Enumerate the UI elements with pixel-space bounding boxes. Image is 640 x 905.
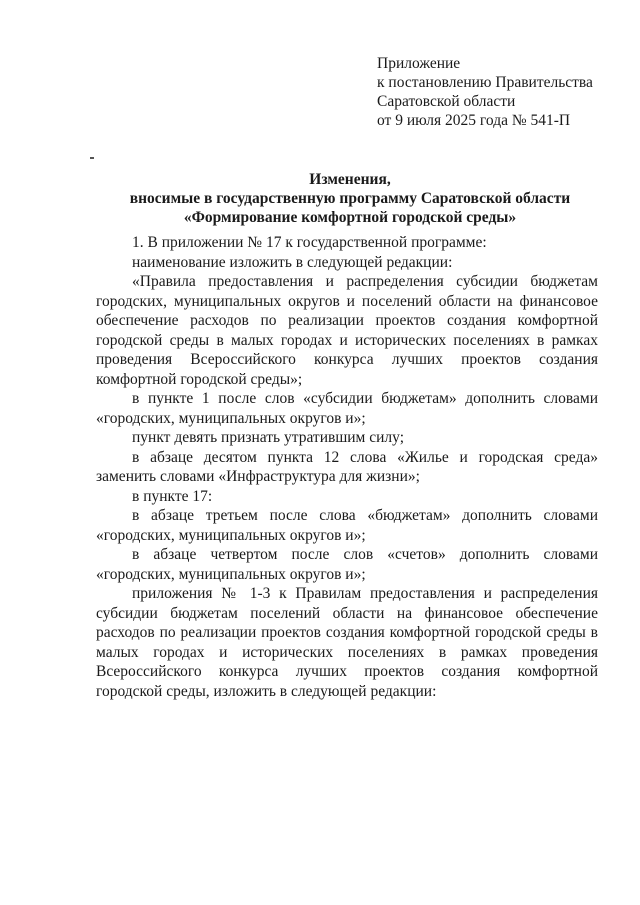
paragraph: в пункте 1 после слов «субсидии бюджетам» дополнить словами «городских, муниципальных округов и»; xyxy=(96,390,598,427)
annex-line: Приложение xyxy=(377,55,461,72)
paragraph: в абзаце десятом пункта 12 слова «Жилье и городская среда» заменить словами «Инфраструктура для жизни»; xyxy=(96,448,598,485)
title-line: Изменения, xyxy=(309,171,391,188)
paragraph: пункт девять признать утратившим силу; xyxy=(132,429,404,446)
document-title xyxy=(90,170,610,227)
paragraph: наименование изложить в следующей редакции: xyxy=(132,253,453,271)
paragraph: в абзаце четвертом после слов «счетов» дополнить словами «городских, муниципальных округов и»; xyxy=(96,546,598,583)
annex-line: от 9 июля 2025 года № 541-П xyxy=(377,112,571,129)
document-body xyxy=(96,233,598,701)
paragraph: 1. В приложении № 17 к государственной программе: xyxy=(132,234,487,251)
paragraph: приложения № 1-3 к Правилам предоставления и распределения субсидии бюджетам поселений области на финансовое обеспечение расходов по реализации проектов создания комфортной городской среды в малых городах и исторических поселениях в рамках проведения Всероссийского конкурса лучших проектов создания комфортной городской среды, изложить в следующей редакции: xyxy=(96,585,598,700)
paragraph: в абзаце третьем после слова «бюджетам» дополнить словами «городских, муниципальных округов и»; xyxy=(96,507,598,544)
annex-header xyxy=(377,54,593,130)
annex-line: к постановлению Правительства xyxy=(377,74,593,91)
paragraph: «Правила предоставления и распределения субсидии бюджетам городских, муниципальных округов и поселений области на финансовое обеспечение расходов по реализации проектов создания комфортной городской среды в малых городах и исторических поселениях в рамках проведения Всероссийского конкурса лучших проектов создания комфортной городской среды»; xyxy=(96,273,598,388)
annex-line: Саратовской области xyxy=(377,93,516,110)
title-line: вносимые в государственную программу Саратовской области xyxy=(129,190,571,207)
scan-mark xyxy=(90,157,94,159)
paragraph: в пункте 17: xyxy=(132,487,213,505)
title-line: «Формирование комфортной городской среды» xyxy=(183,209,517,226)
